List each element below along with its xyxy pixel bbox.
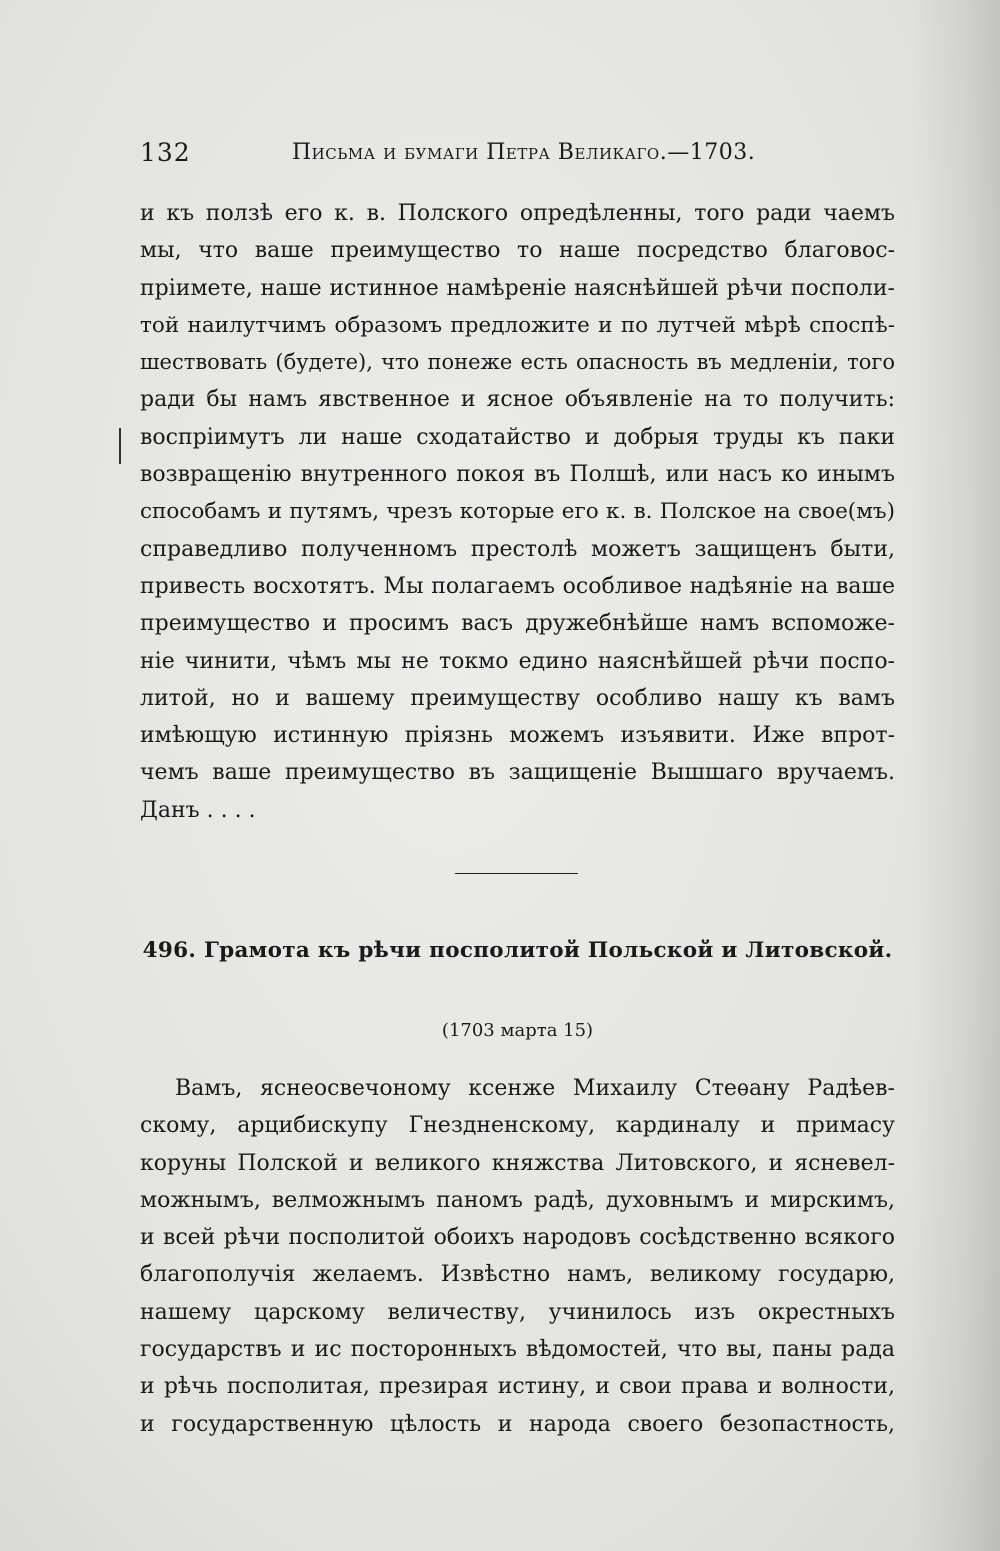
text-line: возвращенію внутренного покоя въ Полшѣ, или насъ ко инымъ bbox=[140, 462, 895, 488]
text-line: чемъ ваше преимущество въ защищеніе Вышшаго вручаемъ. bbox=[140, 760, 895, 786]
text-line: ніе чинити, чѣмъ мы не токмо едино наяснѣйшей рѣчи поспо- bbox=[140, 648, 895, 674]
text-line: пріимете, наше истинное намѣреніе наяснѣйшей рѣчи посполи- bbox=[140, 275, 895, 301]
section-divider bbox=[455, 873, 578, 874]
text-line: и государственную цѣлость и народа своего безопастность, bbox=[140, 1411, 895, 1437]
section-heading: 496. Грамота къ рѣчи посполитой Польской и Литовской. bbox=[142, 938, 893, 963]
text-line: способамъ и путямъ, чрезъ которые его к. в. Полское на свое(мъ) bbox=[140, 499, 895, 525]
text-line: скому, арцибискупу Гнездненскому, кардиналу и примасу bbox=[140, 1113, 895, 1139]
text-line: преимущество и просимъ васъ дружебнѣйше намъ вспоможе- bbox=[140, 611, 895, 637]
text-line: Данъ . . . . bbox=[140, 797, 256, 823]
text-line: ради бы намъ явственное и ясное объявленіе на то получить: bbox=[140, 387, 895, 413]
document-date: (1703 марта 15) bbox=[441, 1020, 594, 1041]
text-line: Вамъ, яснеосвечоному ксенже Михаилу Стеѳану Радѣев- bbox=[175, 1076, 895, 1101]
text-line: коруны Полской и великого княжства Литовского, и ясневел- bbox=[140, 1150, 895, 1176]
text-line: привесть восхотятъ. Мы полагаемъ особливое надѣяніе на ваше bbox=[140, 573, 895, 599]
text-line: государствъ и ис посторонныхъ вѣдомостей, что вы, паны рада bbox=[140, 1337, 895, 1363]
text-line: имѣющую истинную пріязнь можемъ изъявити. Иже впрот- bbox=[140, 723, 895, 749]
text-line: и всей рѣчи посполитой обоихъ народовъ сосѣдственно всякого bbox=[140, 1225, 895, 1251]
text-line: и къ ползѣ его к. в. Полского опредѣленны, того ради чаемъ bbox=[140, 201, 895, 226]
text-line: воспріимутъ ли наше сходатайство и добрыя труды къ паки bbox=[140, 424, 895, 450]
text-line: шествовать (будете), что понеже есть опасность въ медленіи, того bbox=[140, 350, 895, 375]
text-line: нашему царскому величеству, учинилось изъ окрестныхъ bbox=[140, 1299, 895, 1325]
text-line: и рѣчь посполитая, презирая истину, и свои права и волности, bbox=[140, 1374, 895, 1400]
text-line: можнымъ, велможнымъ паномъ радѣ, духовнымъ и мирскимъ, bbox=[140, 1187, 895, 1213]
text-line: литой, но и вашему преимуществу особливо нашу къ вамъ bbox=[140, 685, 895, 711]
margin-mark bbox=[119, 428, 121, 464]
text-line: справедливо полученномъ престолѣ можетъ защищенъ быти, bbox=[140, 536, 895, 562]
page-edge-shadow bbox=[910, 0, 1000, 1551]
running-title: Письма и бумаги Петра Великаго.—1703. bbox=[292, 140, 756, 165]
paragraph-charter-text bbox=[140, 1070, 895, 1443]
page-number: 132 bbox=[140, 138, 191, 167]
paragraph-letter-ending bbox=[140, 195, 895, 829]
text-line: благополучія желаемъ. Извѣстно намъ, великому государю, bbox=[140, 1262, 895, 1288]
text-line: мы, что ваше преимущество то наше посредство благовос- bbox=[140, 238, 895, 264]
text-line: той наилутчимъ образомъ предложите и по лутчей мѣрѣ споспѣ- bbox=[140, 312, 895, 338]
page-header bbox=[140, 138, 895, 174]
